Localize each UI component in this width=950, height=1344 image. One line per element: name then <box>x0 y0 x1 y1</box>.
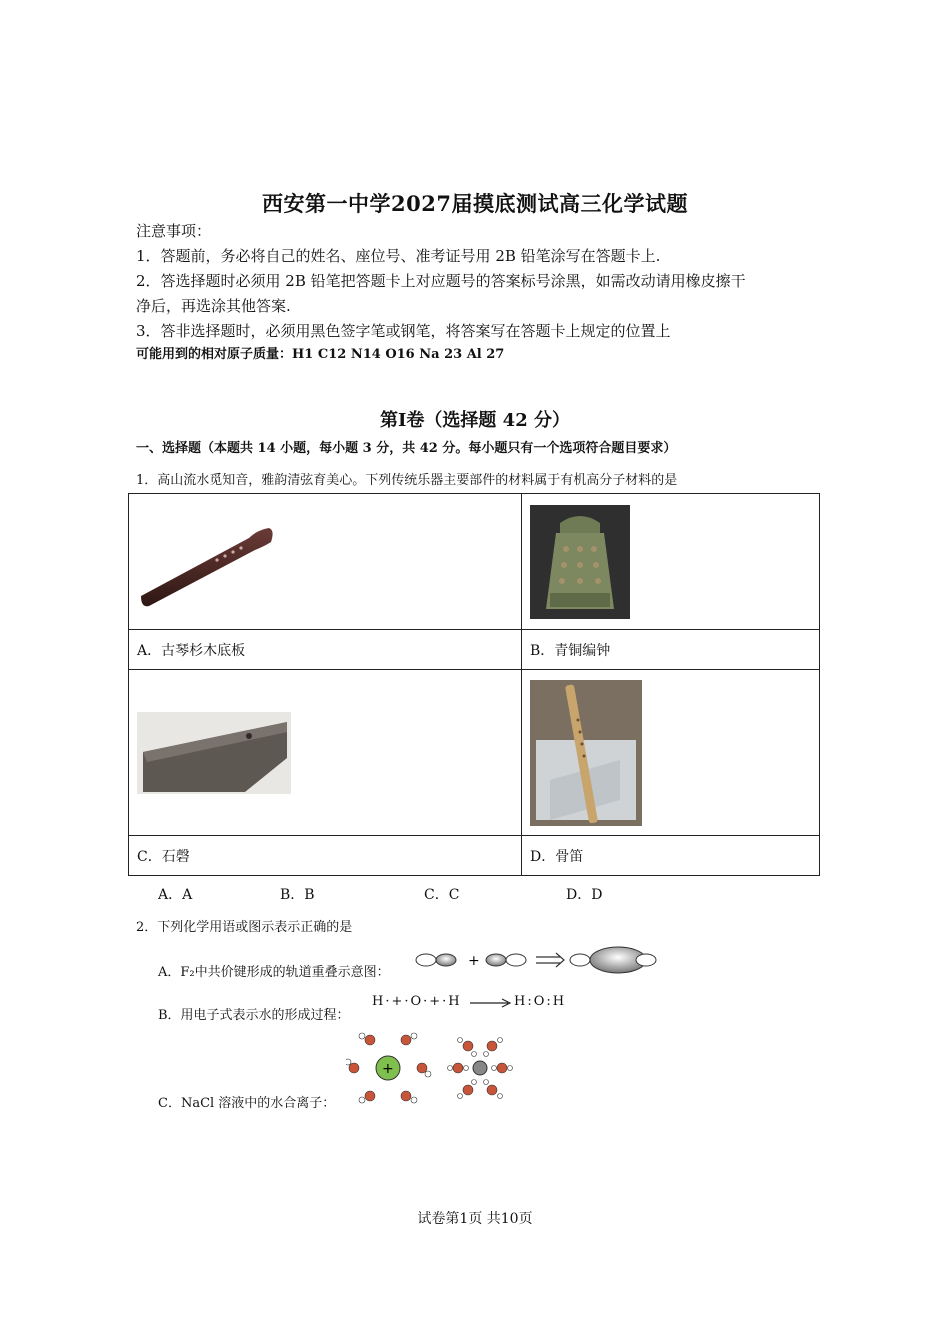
atomic-masses: 可能用到的相对原子质量：H1 C12 N14 O16 Na 23 Al 27 <box>136 347 505 362</box>
notice-item-3: 3．答非选择题时，必须用黑色签字笔或钢笔，将答案写在答题卡上规定的位置上 <box>136 322 671 340</box>
orbital-overlap-diagram <box>414 946 658 976</box>
section-title: 第I卷（选择题 42 分） <box>379 410 570 431</box>
notice-heading: 注意事项： <box>136 222 212 240</box>
guqin-image <box>137 516 277 608</box>
q1-options-table <box>128 493 820 876</box>
q1-answer-b[interactable]: B．B <box>280 887 315 903</box>
stone-chime-image <box>137 712 291 794</box>
option-b-label: B．青铜编钟 <box>522 630 820 670</box>
water-formation-left: H·+·O·+·H <box>372 994 462 1009</box>
option-a-label: A．古琴杉木底板 <box>129 630 522 670</box>
q1-stem: 1．高山流水觅知音，雅韵清弦育美心。下列传统乐器主要部件的材料属于有机高分子材料的是 <box>136 473 678 488</box>
q2-option-c: C．NaCl 溶液中的水合离子： <box>158 1096 336 1111</box>
bronze-bell-image <box>530 505 630 619</box>
option-c-image-cell <box>129 670 522 836</box>
exam-title: 西安第一中学2027届摸底测试高三化学试题 <box>262 191 688 216</box>
option-d-label: D．骨笛 <box>522 836 820 876</box>
page-footer: 试卷第1页 共10页 <box>417 1211 533 1227</box>
q2-option-b: B．用电子式表示水的形成过程： <box>158 1008 350 1023</box>
q1-answer-c[interactable]: C．C <box>424 887 460 903</box>
part-heading: 一、选择题（本题共 14 小题，每小题 3 分，共 42 分。每小题只有一个选项符合题目要求） <box>136 441 677 456</box>
orbital-plus: + <box>468 953 480 969</box>
bone-flute-image <box>530 680 642 826</box>
q1-answer-a[interactable]: A．A <box>158 887 193 903</box>
option-b-image-cell <box>522 494 820 630</box>
hydrated-sodium <box>346 1033 431 1103</box>
svg-text:+: + <box>382 1061 394 1077</box>
q2-option-a: A．F₂中共价键形成的轨道重叠示意图： <box>158 965 390 980</box>
option-a-image-cell <box>129 494 522 630</box>
formation-arrow-icon <box>468 996 514 1010</box>
notice-item-2: 2．答选择题时必须用 2B 铅笔把答题卡上对应题号的答案标号涂黑，如需改动请用橡皮擦干 <box>136 272 746 290</box>
notice-item-2-cont: 净后，再选涂其他答案. <box>136 297 291 315</box>
hydrated-ions-diagram <box>346 1030 520 1106</box>
option-c-label: C．石磬 <box>129 836 522 876</box>
option-d-image-cell <box>522 670 820 836</box>
q2-stem: 2．下列化学用语或图示表示正确的是 <box>136 920 353 935</box>
notice-item-1: 1．答题前，务必将自己的姓名、座位号、准考证号用 2B 铅笔涂写在答题卡上. <box>136 247 661 265</box>
q1-answer-d[interactable]: D．D <box>566 887 603 903</box>
hydrated-chloride <box>448 1038 513 1099</box>
water-formation-right: H:O:H <box>514 994 567 1009</box>
